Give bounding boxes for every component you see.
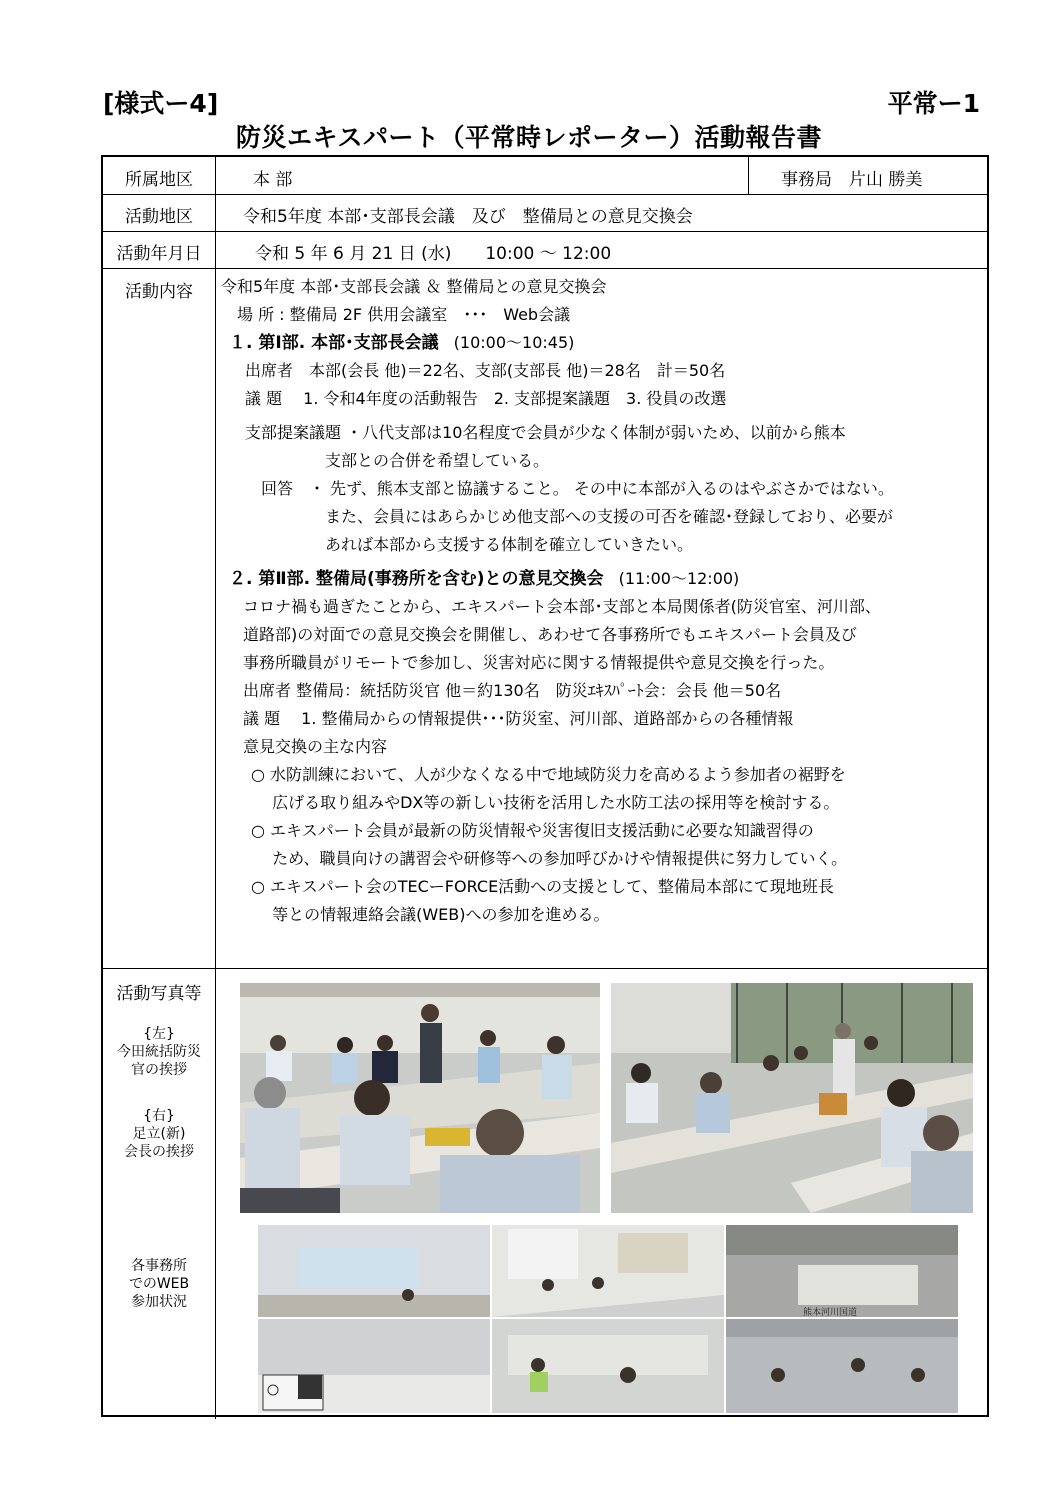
bullet-line: ○ エキスパート会のTECーFORCE活動への支援として、整備局本部にて現地班長 — [251, 877, 834, 896]
content-line: あれば本部から支援する体制を確立していきたい。 — [245, 535, 694, 554]
affiliation-value: 本 部 — [253, 170, 293, 190]
web-participation-grid — [258, 1225, 958, 1413]
content-line: 意見交換の主な内容 — [243, 737, 388, 756]
column-divider — [748, 157, 749, 194]
part1-time: (10:00～10:45) — [453, 333, 575, 352]
part2-heading: ２. 第Ⅱ部. 整備局(事務所を含む)との意見交換会 — [229, 569, 604, 589]
content-line: 支部提案議題 ・八代支部は10名程度で会員が少なく体制が弱いため、以前から熊本 — [245, 423, 846, 442]
row-divider — [103, 231, 987, 232]
right-photo-caption: {右} 足立(新) 会長の挨拶 — [124, 1108, 194, 1160]
form-number: [様式ー4] — [103, 89, 219, 118]
affiliation-label: 所属地区 — [125, 170, 193, 190]
bullet-line: ため、職員向けの講習会や研修等への参加呼びかけや情報提供に努力していく。 — [251, 849, 848, 868]
date-value: 令和 5 年 6 月 21 日 (水) 10:00 ～ 12:00 — [255, 244, 612, 264]
meeting-photo-right — [611, 983, 973, 1213]
row-divider — [103, 968, 987, 969]
bullet-line: 広げる取り組みやDX等の新しい技術を活用した水防工法の採用等を検討する。 — [251, 793, 840, 812]
content-line: 事務所職員がリモートで参加し、災害対応に関する情報提供や意見交換を行った。 — [243, 653, 835, 672]
content-line: 出席者 整備局：統括防災官 他＝約130名 防災ｴｷｽﾊﾟｰﾄ会：会長 他＝50名 — [243, 681, 782, 700]
area-label: 活動地区 — [125, 207, 193, 227]
part1-header — [221, 329, 981, 357]
left-photo-caption: {左} 今田統括防災 官の挨拶 — [117, 1026, 201, 1078]
content-line: 議 題 1. 令和4年度の活動報告 2. 支部提案議題 3. 役員の改選 — [245, 389, 727, 408]
bullet-line: ○ エキスパート会員が最新の防災情報や災害復旧支援活動に必要な知識習得の — [251, 821, 814, 840]
report-title: 防災エキスパート（平常時レポーター）活動報告書 — [235, 123, 822, 152]
column-divider — [215, 157, 216, 1419]
content-line: 道路部)の対面での意見交換会を開催し、あわせて各事務所でもエキスパート会員及び — [243, 625, 857, 644]
screen-label: 熊本河川国道 — [803, 1308, 858, 1318]
bullet-line: ○ 水防訓練において、人が少なくなる中で地域防災力を高めるよう参加者の裾野を — [251, 765, 846, 784]
reporter-name: 事務局 片山 勝美 — [781, 170, 923, 190]
content-line: 回答 ・ 先ず、熊本支部と協議すること。 その中に本部が入るのはやぶさかではない。 — [245, 479, 894, 498]
bullet-line: 等との情報連絡会議(WEB)への参加を進める。 — [251, 905, 610, 924]
part2-header — [221, 565, 981, 593]
content-line: 令和5年度 本部･支部長会議 ＆ 整備局との意見交換会 — [221, 277, 607, 296]
area-value: 令和5年度 本部･支部長会議 及び 整備局との意見交換会 — [243, 207, 693, 227]
content-line: コロナ禍も過ぎたことから、エキスパート会本部･支部と本局関係者(防災官室、河川部、 — [243, 597, 881, 616]
row-divider — [103, 268, 987, 269]
part1-heading: １. 第Ⅰ部. 本部･支部長会議 — [229, 333, 439, 353]
content-line: 出席者 本部(会長 他)＝22名、支部(支部長 他)＝28名 計＝50名 — [245, 361, 726, 380]
part2-time: (11:00～12:00) — [618, 569, 740, 588]
row-divider — [103, 194, 987, 195]
content-line: 支部との合併を希望している。 — [245, 451, 550, 470]
meeting-photo-left — [240, 983, 600, 1213]
content-line: 場 所 : 整備局 2F 供用会議室 ･･･ Web会議 — [221, 305, 571, 324]
content-line: 議 題 1. 整備局からの情報提供･･･防災室、河川部、道路部からの各種情報 — [243, 709, 794, 728]
date-label: 活動年月日 — [116, 244, 202, 264]
activity-content — [221, 273, 981, 929]
report-table — [101, 155, 989, 1417]
content-label: 活動内容 — [125, 282, 193, 302]
photo-label: 活動写真等 — [116, 984, 202, 1004]
content-line: また、会員にはあらかじめ他支部への支援の可否を確認･登録しており、必要が — [245, 507, 894, 526]
report-category: 平常ー1 — [887, 89, 980, 118]
web-photo-caption: 各事務所 でのWEB 参加状況 — [128, 1258, 190, 1310]
